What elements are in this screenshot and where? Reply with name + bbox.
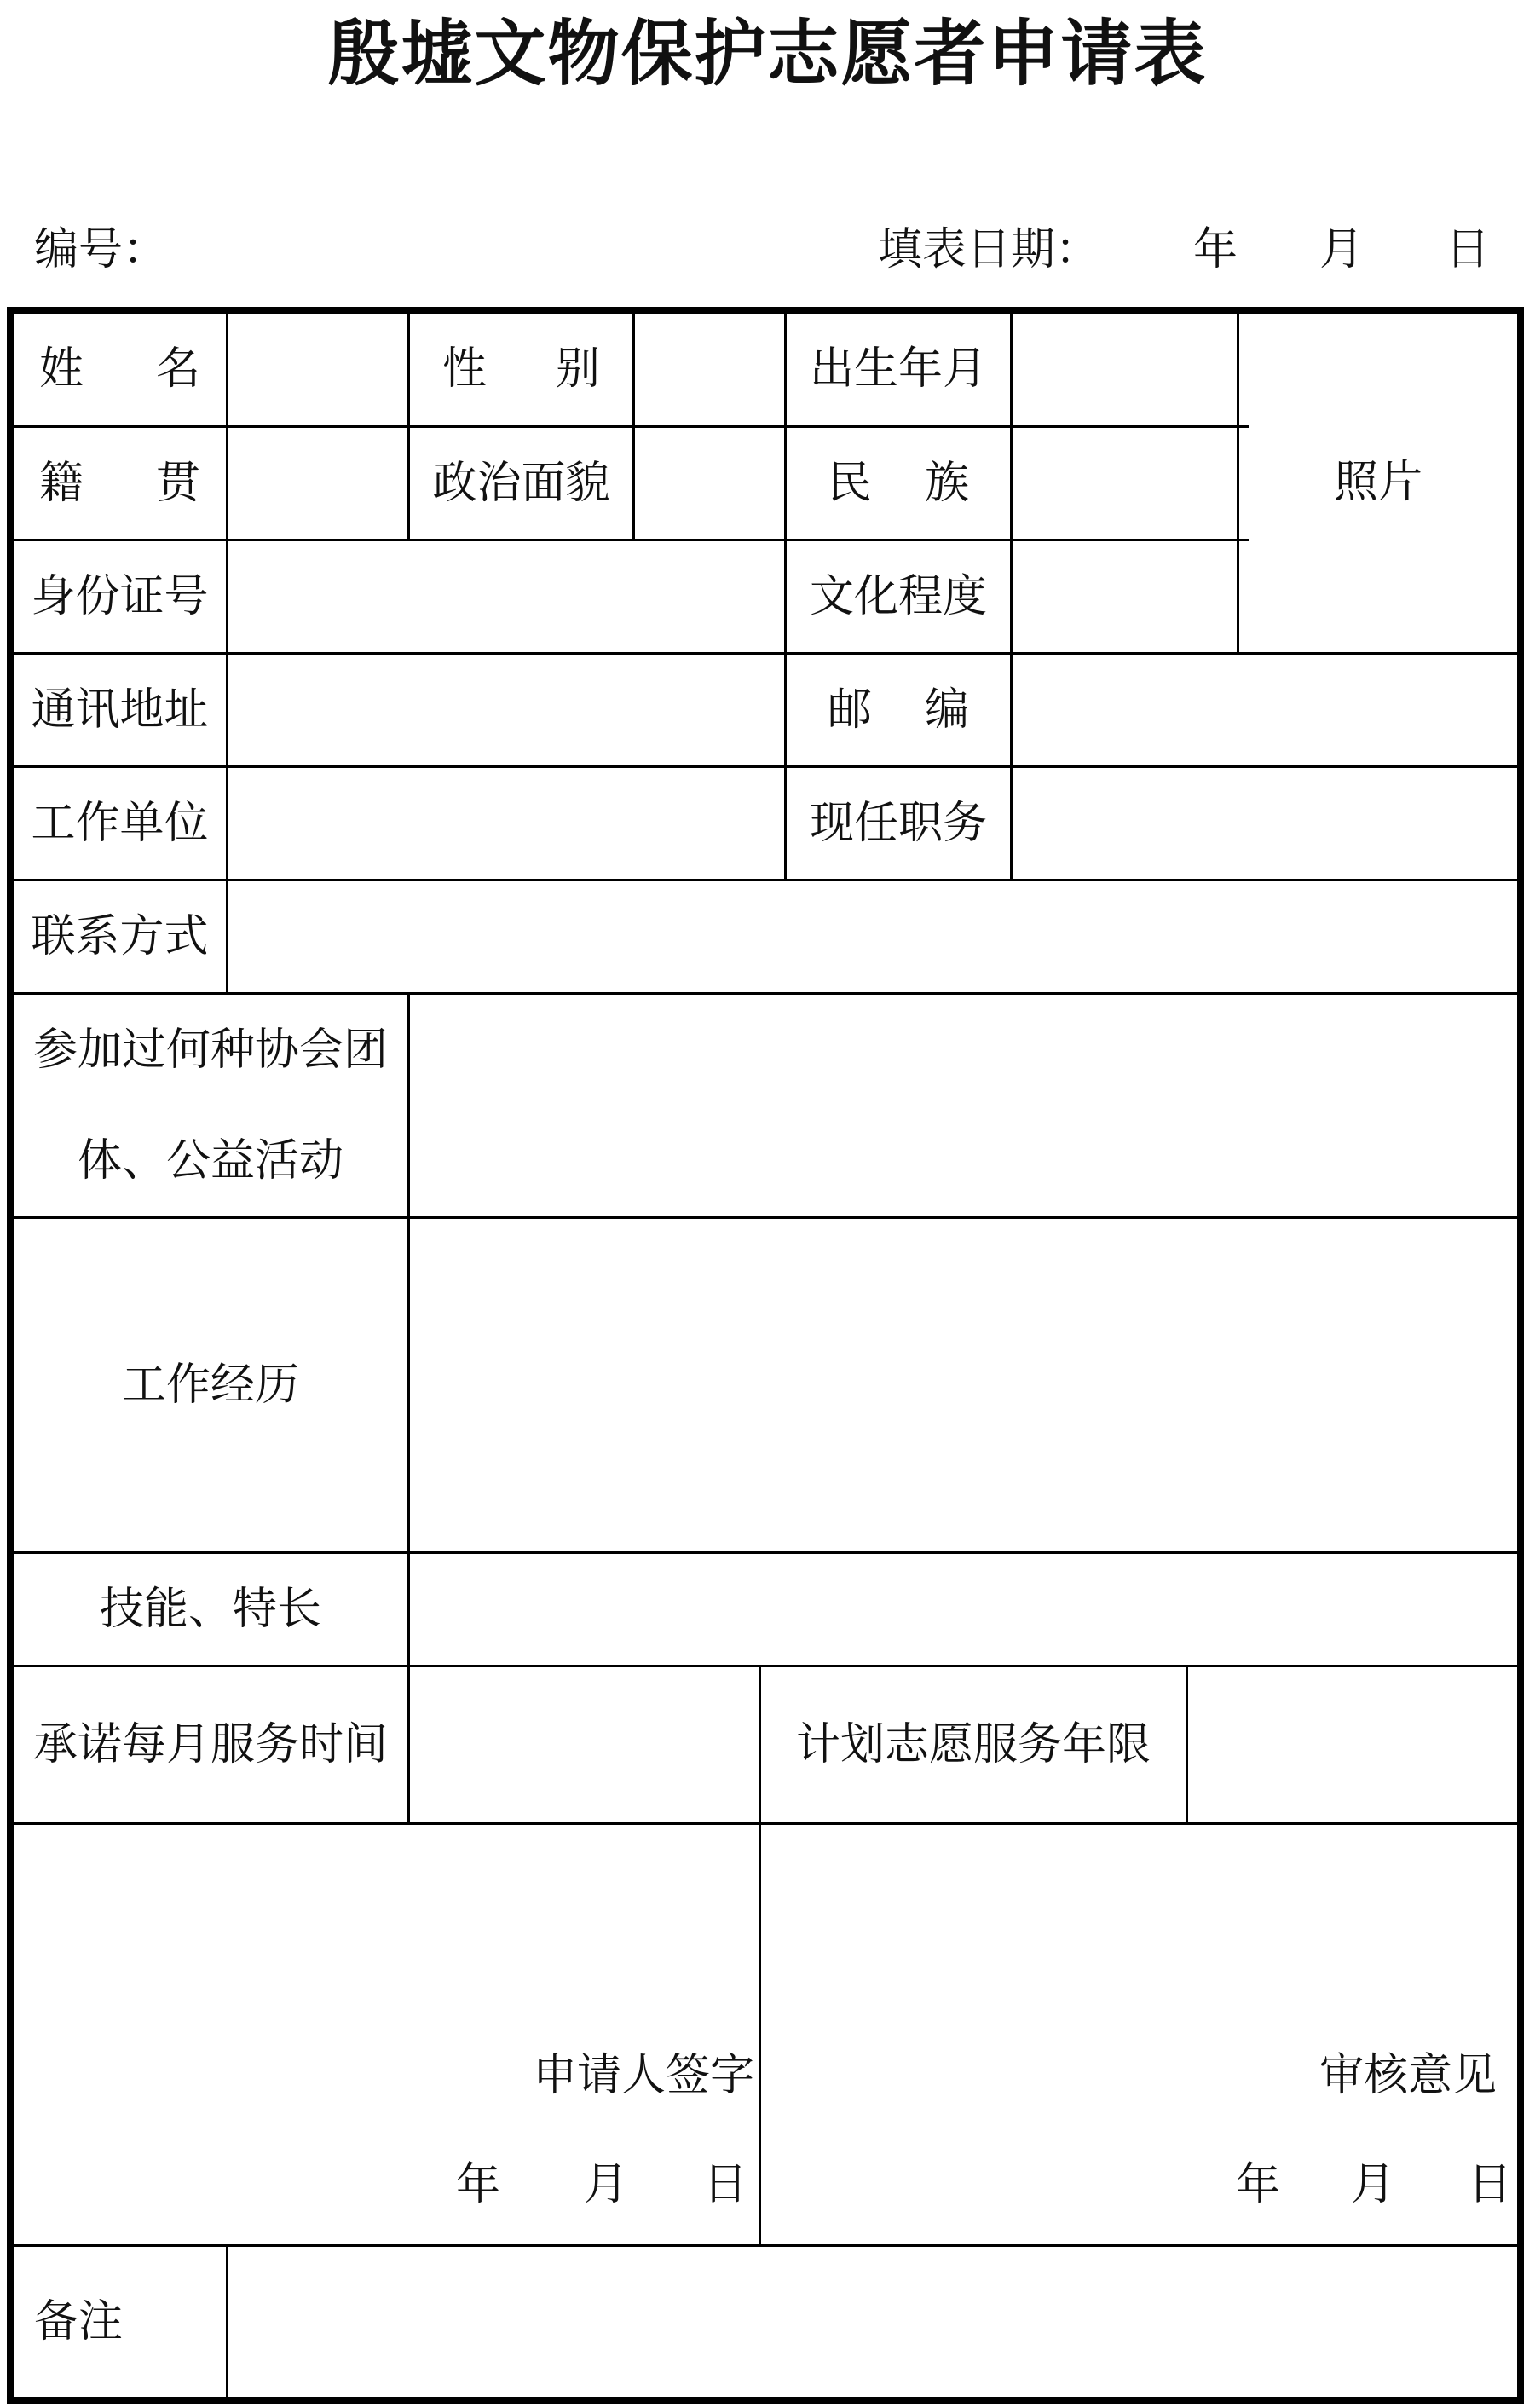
- political-status-label: 政治面貌: [432, 457, 610, 509]
- service-years-label: 计划志愿服务年限: [795, 1718, 1151, 1770]
- photo-box[interactable]: 照片: [1333, 457, 1422, 509]
- monthly-time-label: 承诺每月服务时间: [32, 1718, 388, 1770]
- serial-number-label: 编号：: [34, 224, 168, 275]
- address-field[interactable]: [228, 655, 784, 765]
- work-history-field[interactable]: [410, 1219, 1517, 1551]
- form-title: 殷墟文物保护志愿者申请表: [327, 12, 1208, 95]
- address-label: 通讯地址: [31, 684, 209, 736]
- gender-label: 性 别: [442, 344, 600, 396]
- review-year: 年: [1236, 2159, 1281, 2210]
- review-day: 日: [1468, 2159, 1513, 2210]
- review-label: 审核意见: [1319, 2050, 1497, 2101]
- fill-date-label: 填表日期：: [878, 224, 1100, 275]
- service-years-field[interactable]: [1188, 1667, 1517, 1822]
- postcode-label: 邮 编: [828, 684, 969, 736]
- education-field[interactable]: [1013, 541, 1237, 652]
- skills-label: 技能、特长: [99, 1583, 321, 1635]
- applicant-sign-label: 申请人签字: [533, 2050, 755, 2101]
- applicant-sign-month: 月: [584, 2159, 629, 2210]
- fill-date-month: 月: [1319, 224, 1365, 275]
- work-history-label: 工作经历: [121, 1359, 299, 1411]
- name-label: 姓 名: [39, 344, 200, 396]
- employer-label: 工作单位: [31, 797, 209, 849]
- name-field[interactable]: [228, 314, 407, 425]
- applicant-sign-year: 年: [456, 2159, 501, 2210]
- id-number-label: 身份证号: [31, 570, 209, 622]
- review-month: 月: [1351, 2159, 1396, 2210]
- employer-field[interactable]: [228, 768, 784, 879]
- ethnicity-label: 民 族: [828, 457, 969, 509]
- activities-field[interactable]: [410, 995, 1517, 1216]
- native-place-label: 籍 贯: [39, 457, 200, 509]
- native-place-field[interactable]: [228, 428, 407, 539]
- position-label: 现任职务: [809, 797, 987, 849]
- monthly-time-field[interactable]: [410, 1667, 759, 1822]
- remarks-label: 备注: [34, 2295, 124, 2347]
- ethnicity-field[interactable]: [1013, 428, 1237, 539]
- birth-date-label: 出生年月: [809, 344, 987, 396]
- gender-field[interactable]: [635, 314, 784, 425]
- birth-date-field[interactable]: [1013, 314, 1237, 425]
- contact-field[interactable]: [228, 881, 1517, 992]
- position-field[interactable]: [1013, 768, 1517, 879]
- political-status-field[interactable]: [635, 428, 784, 539]
- fill-date-year: 年: [1193, 224, 1238, 275]
- skills-field[interactable]: [410, 1554, 1517, 1665]
- fill-date-line: [878, 220, 1490, 280]
- fill-date-day: 日: [1446, 224, 1491, 275]
- postcode-field[interactable]: [1013, 655, 1517, 765]
- review-area[interactable]: [761, 1825, 1517, 2244]
- id-number-field[interactable]: [228, 541, 784, 652]
- activities-label: 参加过何种协会团 体、公益活动: [32, 1025, 388, 1187]
- education-label: 文化程度: [809, 570, 987, 622]
- remarks-field[interactable]: [228, 2247, 1517, 2397]
- applicant-sign-area[interactable]: [14, 1825, 759, 2244]
- applicant-sign-day: 日: [703, 2159, 748, 2210]
- contact-label: 联系方式: [31, 910, 209, 962]
